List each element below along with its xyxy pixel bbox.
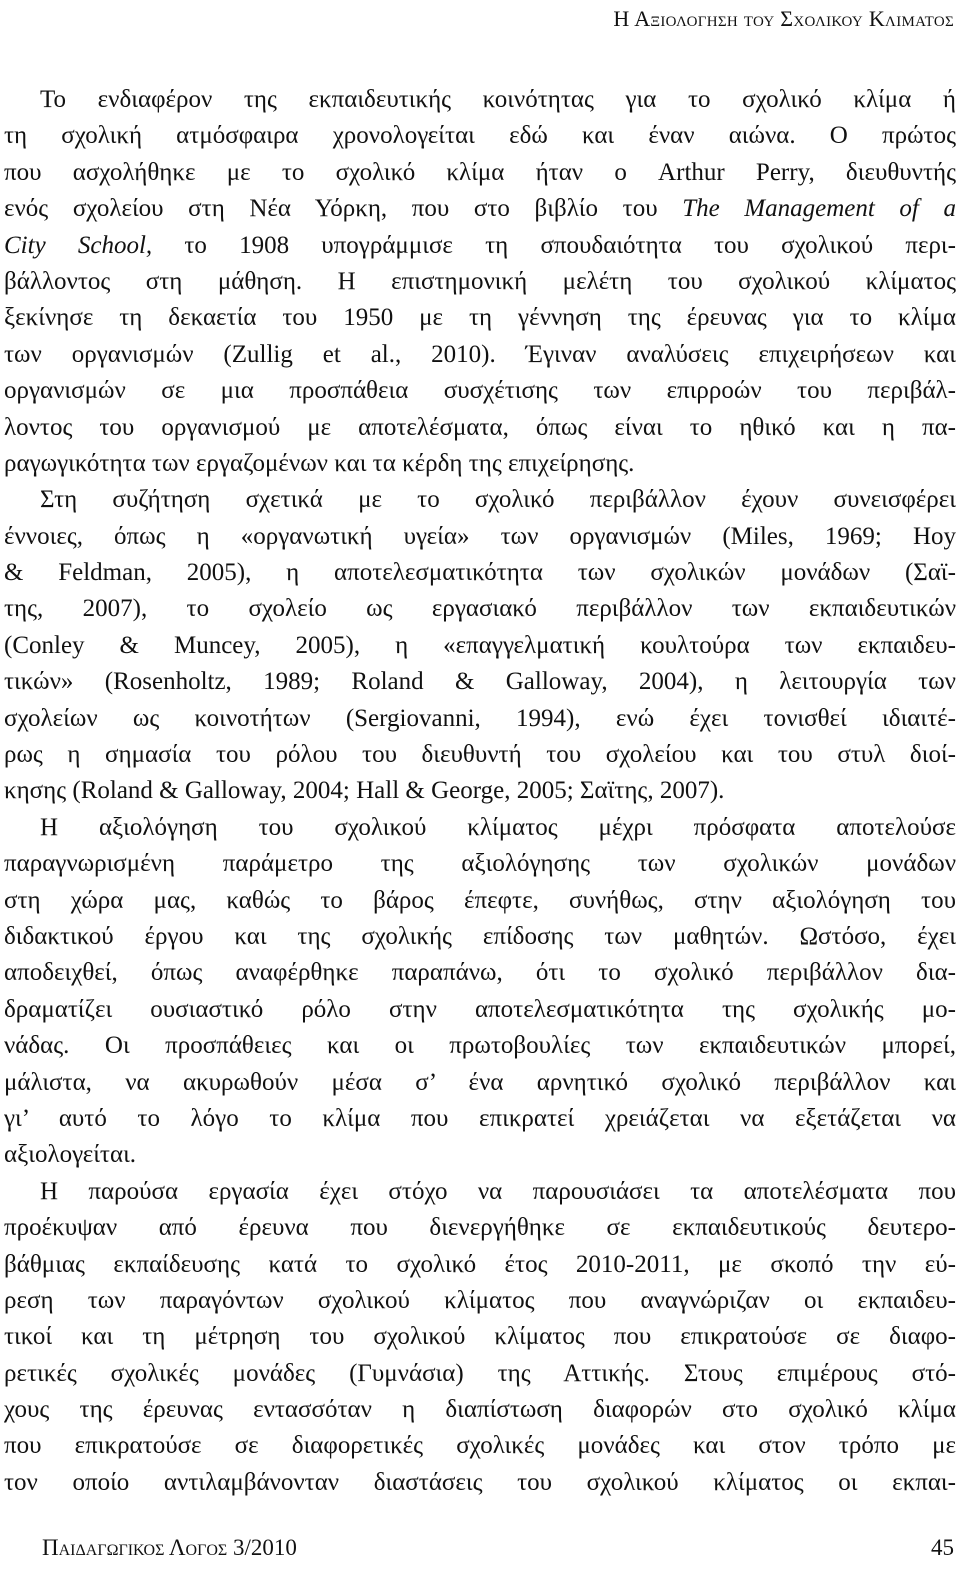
text-line: ρεση των παραγόντων σχολικού κλίματος που αναγνώριζαν οι εκπαιδευ- [4, 1286, 956, 1314]
body-text [4, 82, 956, 1501]
text-line: ραγωγικότητα των εργαζομένων και τα κέρδη της επιχείρησης. [4, 449, 635, 477]
text-line: & Feldman, 2005), η αποτελεσματικότητα των σχολικών μονάδων (Σαϊ- [4, 559, 956, 587]
text-line: χους της έρευνας εντασσόταν η διαπίστωση διαφορών στο σχολικό κλίμα [4, 1396, 956, 1424]
text-line: προέκυψαν από έρευνα που διενεργήθηκε σε εκπαιδευτικούς δευτερο- [4, 1214, 956, 1242]
text-line: (Conley & Muncey, 2005), η «επαγγελματική κουλτούρα των εκπαιδευ- [4, 631, 956, 659]
text-line: γι’ αυτό το λόγο το κλίμα που επικρατεί χρειάζεται να εξετάζεται να [4, 1104, 956, 1132]
text-line: τικοί και τη μέτρηση του σχολικού κλίματος που επικρατούσε σε διαφο- [4, 1323, 956, 1351]
text-line: Η αξιολόγηση του σχολικού κλίματος μέχρι πρόσφατα αποτελούσε [40, 813, 956, 841]
text-line: σχολείων ως κοινοτήτων (Sergiovanni, 1994), ενώ έχει τονισθεί ιδιαιτέ- [4, 704, 956, 732]
text-line: δραματίζει ουσιαστικό ρόλο στην αποτελεσματικότητα της σχολικής μο- [4, 995, 956, 1023]
text-run: ενός σχολείου στη Νέα Υόρκη, που στο βιβλίο του [4, 195, 683, 223]
page-footer [42, 1527, 954, 1561]
text-line: Η παρούσα εργασία έχει στόχο να παρουσιάσει τα αποτελέσματα που [40, 1177, 956, 1205]
journal-title: Παιδαγωγικος Λογος 3/2010 [42, 1535, 297, 1560]
text-line: οργανισμών σε μια προσπάθεια συσχέτισης των επιρροών του περιβάλ- [4, 377, 956, 405]
text-line: τον οποίο αντιλαμβάνονταν διαστάσεις του σχολικού κλίματος οι εκπαι- [4, 1468, 956, 1496]
text-line: της, 2007), το σχολείο ως εργασιακό περιβάλλον των εκπαιδευτικών [4, 595, 956, 623]
text-line: που ασχολήθηκε με το σχολικό κλίμα ήταν ο Arthur Perry, διευθυντής [4, 158, 956, 186]
text-line: διδακτικού έργου και της σχολικής επίδοσης των μαθητών. Ωστόσο, έχει [4, 922, 956, 950]
text-run: το 1908 υπογράμμισε τη σπουδαιότητα του σχολικού περι- [152, 231, 956, 259]
text-line: βάλλοντος στη μάθηση. Η επιστημονική μελέτη του σχολικού κλίματος [4, 267, 956, 295]
running-head: Η Αξιολογηση του Σχολικου Κλιματος [613, 6, 954, 31]
text-line: κησης (Roland & Galloway, 2004; Hall & George, 2005; Σαϊτης, 2007). [4, 777, 725, 805]
text-line: ρως η σημασία του ρόλου του διευθυντή του σχολείου και του στυλ διοί- [4, 741, 956, 769]
italic-title-run: The Management of a [682, 195, 956, 223]
text-line: έννοιες, όπως η «οργανωτική υγεία» των οργανισμών (Miles, 1969; Hoy [4, 522, 956, 550]
text-line: μάλιστα, να ακυρωθούν μέσα σ’ ένα αρνητικό σχολικό περιβάλλον και [4, 1068, 956, 1096]
text-line: Το ενδιαφέρον της εκπαιδευτικής κοινότητας για το σχολικό κλίμα ή [40, 86, 956, 113]
page-number: 45 [931, 1535, 954, 1560]
text-line: τικών» (Rosenholtz, 1989; Roland & Galloway, 2004), η λειτουργία των [4, 668, 956, 696]
text-line: ρετικές σχολικές μονάδες (Γυμνάσια) της Αττικής. Στους επιμέρους στό- [4, 1359, 956, 1387]
text-line: Στη συζήτηση σχετικά με το σχολικό περιβάλλον έχουν συνεισφέρει [40, 486, 956, 514]
text-line: βάθμιας εκπαίδευσης κατά το σχολικό έτος 2010-2011, με σκοπό την εύ- [4, 1250, 956, 1278]
text-line: παραγνωρισμένη παράμετρο της αξιολόγησης των σχολικών μονάδων [4, 850, 956, 878]
text-line: στη χώρα μας, καθώς το βάρος έπεφτε, συνήθως, στην αξιολόγηση του [4, 886, 956, 914]
text-line: αποδειχθεί, όπως αναφέρθηκε παραπάνω, ότι το σχολικό περιβάλλον δια- [4, 959, 956, 987]
italic-title-run: City School, [4, 231, 153, 259]
text-line [4, 228, 956, 264]
text-line: νάδας. Οι προσπάθειες και οι πρωτοβουλίες των εκπαιδευτικών μπορεί, [4, 1032, 956, 1060]
text-line: των οργανισμών (Zullig et al., 2010). Έγιναν αναλύσεις επιχειρήσεων και [4, 340, 956, 368]
text-line: αξιολογείται. [4, 1141, 137, 1169]
text-line [4, 191, 956, 227]
text-line: λοντος του οργανισμού με αποτελέσματα, όπως είναι το ηθικό και η πα- [4, 413, 956, 441]
text-line: ξεκίνησε τη δεκαετία του 1950 με τη γέννηση της έρευνας για το κλίμα [4, 304, 956, 332]
text-line: τη σχολική ατμόσφαιρα χρονολογείται εδώ και έναν αιώνα. Ο πρώτος [4, 122, 956, 150]
text-line: που επικρατούσε σε διαφορετικές σχολικές μονάδες και στον τρόπο με [4, 1432, 956, 1460]
